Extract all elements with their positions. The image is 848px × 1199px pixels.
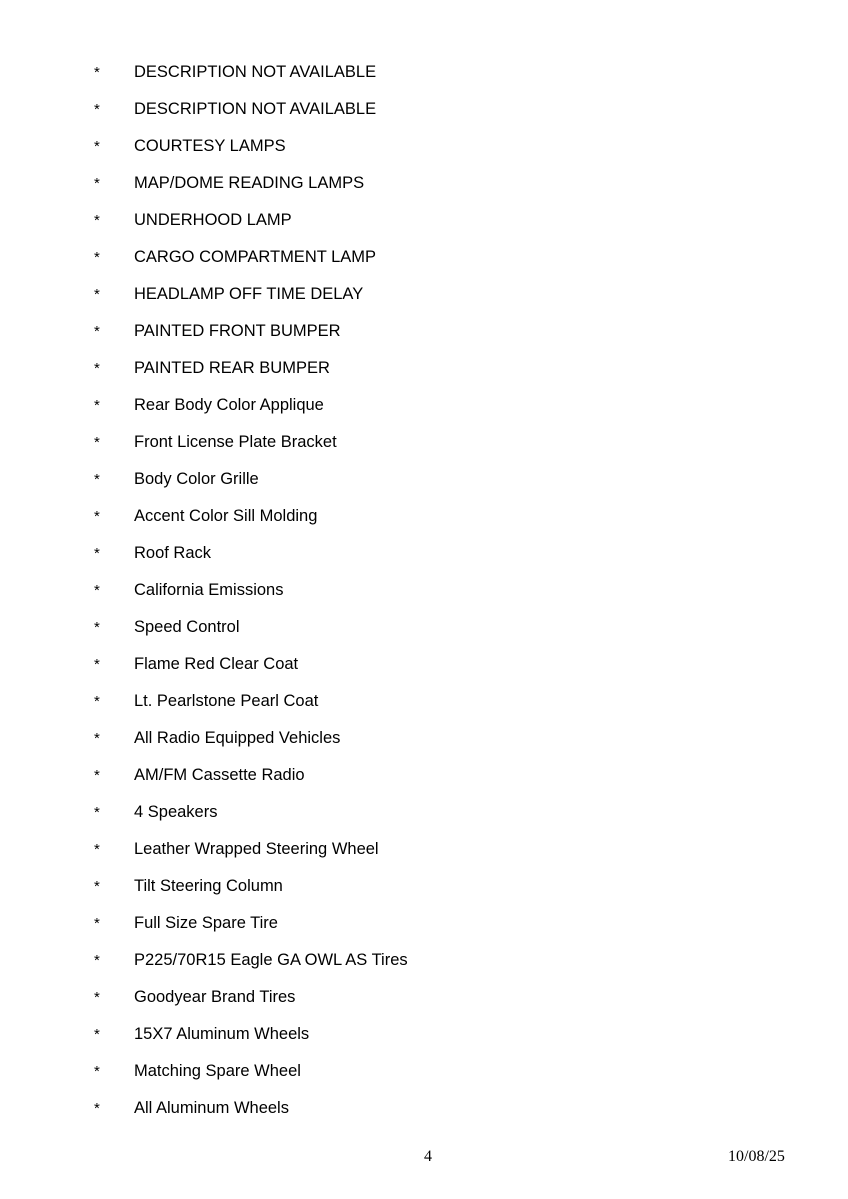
bullet-marker: * (94, 323, 100, 340)
bullet-marker: * (94, 878, 100, 895)
list-item-text: Goodyear Brand Tires (134, 988, 296, 1006)
list-item-text: AM/FM Cassette Radio (134, 766, 305, 784)
list-item-text: California Emissions (134, 581, 284, 599)
bullet-marker: * (94, 767, 100, 784)
bullet-marker: * (94, 286, 100, 303)
list-item-text: Front License Plate Bracket (134, 433, 337, 451)
list-item-text: PAINTED FRONT BUMPER (134, 322, 341, 340)
list-item-text: Full Size Spare Tire (134, 914, 278, 932)
list-item-text: CARGO COMPARTMENT LAMP (134, 248, 377, 266)
list-item-text: 15X7 Aluminum Wheels (134, 1025, 310, 1043)
bullet-marker: * (94, 730, 100, 747)
list-item-text: Accent Color Sill Molding (134, 507, 318, 525)
list-item-text: 4 Speakers (134, 803, 218, 821)
list-item-text: DESCRIPTION NOT AVAILABLE (134, 63, 377, 81)
list-item-text: Leather Wrapped Steering Wheel (134, 840, 379, 858)
bullet-marker: * (94, 989, 100, 1006)
list-item-text: P225/70R15 Eagle GA OWL AS Tires (134, 951, 408, 969)
list-item-text: Matching Spare Wheel (134, 1062, 301, 1080)
list-item-text: All Aluminum Wheels (134, 1099, 289, 1117)
list-item-text: Body Color Grille (134, 470, 259, 488)
bullet-marker: * (94, 619, 100, 636)
list-item-text: Speed Control (134, 618, 240, 636)
bullet-marker: * (94, 804, 100, 821)
list-item-text: DESCRIPTION NOT AVAILABLE (134, 100, 377, 118)
list-item-text: Flame Red Clear Coat (134, 655, 299, 673)
bullet-marker: * (94, 1026, 100, 1043)
list-item-text: HEADLAMP OFF TIME DELAY (134, 285, 364, 303)
bullet-marker: * (94, 693, 100, 710)
bullet-marker: * (94, 212, 100, 229)
list-item-text: Tilt Steering Column (134, 877, 283, 895)
bullet-marker: * (94, 64, 100, 81)
bullet-marker: * (94, 249, 100, 266)
bullet-marker: * (94, 175, 100, 192)
bullet-marker: * (94, 656, 100, 673)
bullet-marker: * (94, 471, 100, 488)
bullet-marker: * (94, 841, 100, 858)
list-item-text: COURTESY LAMPS (134, 137, 286, 155)
bullet-marker: * (94, 434, 100, 451)
bullet-marker: * (94, 397, 100, 414)
list-item-text: UNDERHOOD LAMP (134, 211, 292, 229)
list-item-text: Roof Rack (134, 544, 212, 562)
list-item-text: MAP/DOME READING LAMPS (134, 174, 365, 192)
bullet-marker: * (94, 545, 100, 562)
footer-date: 10/08/25 (728, 1148, 785, 1165)
bullet-marker: * (94, 915, 100, 932)
bullet-marker: * (94, 582, 100, 599)
page-number: 4 (424, 1148, 432, 1165)
bullet-marker: * (94, 138, 100, 155)
bullet-marker: * (94, 508, 100, 525)
bullet-marker: * (94, 101, 100, 118)
bullet-marker: * (94, 952, 100, 969)
list-item-text: PAINTED REAR BUMPER (134, 359, 330, 377)
bullet-marker: * (94, 1063, 100, 1080)
list-item-text: Lt. Pearlstone Pearl Coat (134, 692, 319, 710)
list-item-text: Rear Body Color Applique (134, 396, 324, 414)
bullet-marker: * (94, 360, 100, 377)
list-item-text: All Radio Equipped Vehicles (134, 729, 341, 747)
bullet-marker: * (94, 1100, 100, 1117)
